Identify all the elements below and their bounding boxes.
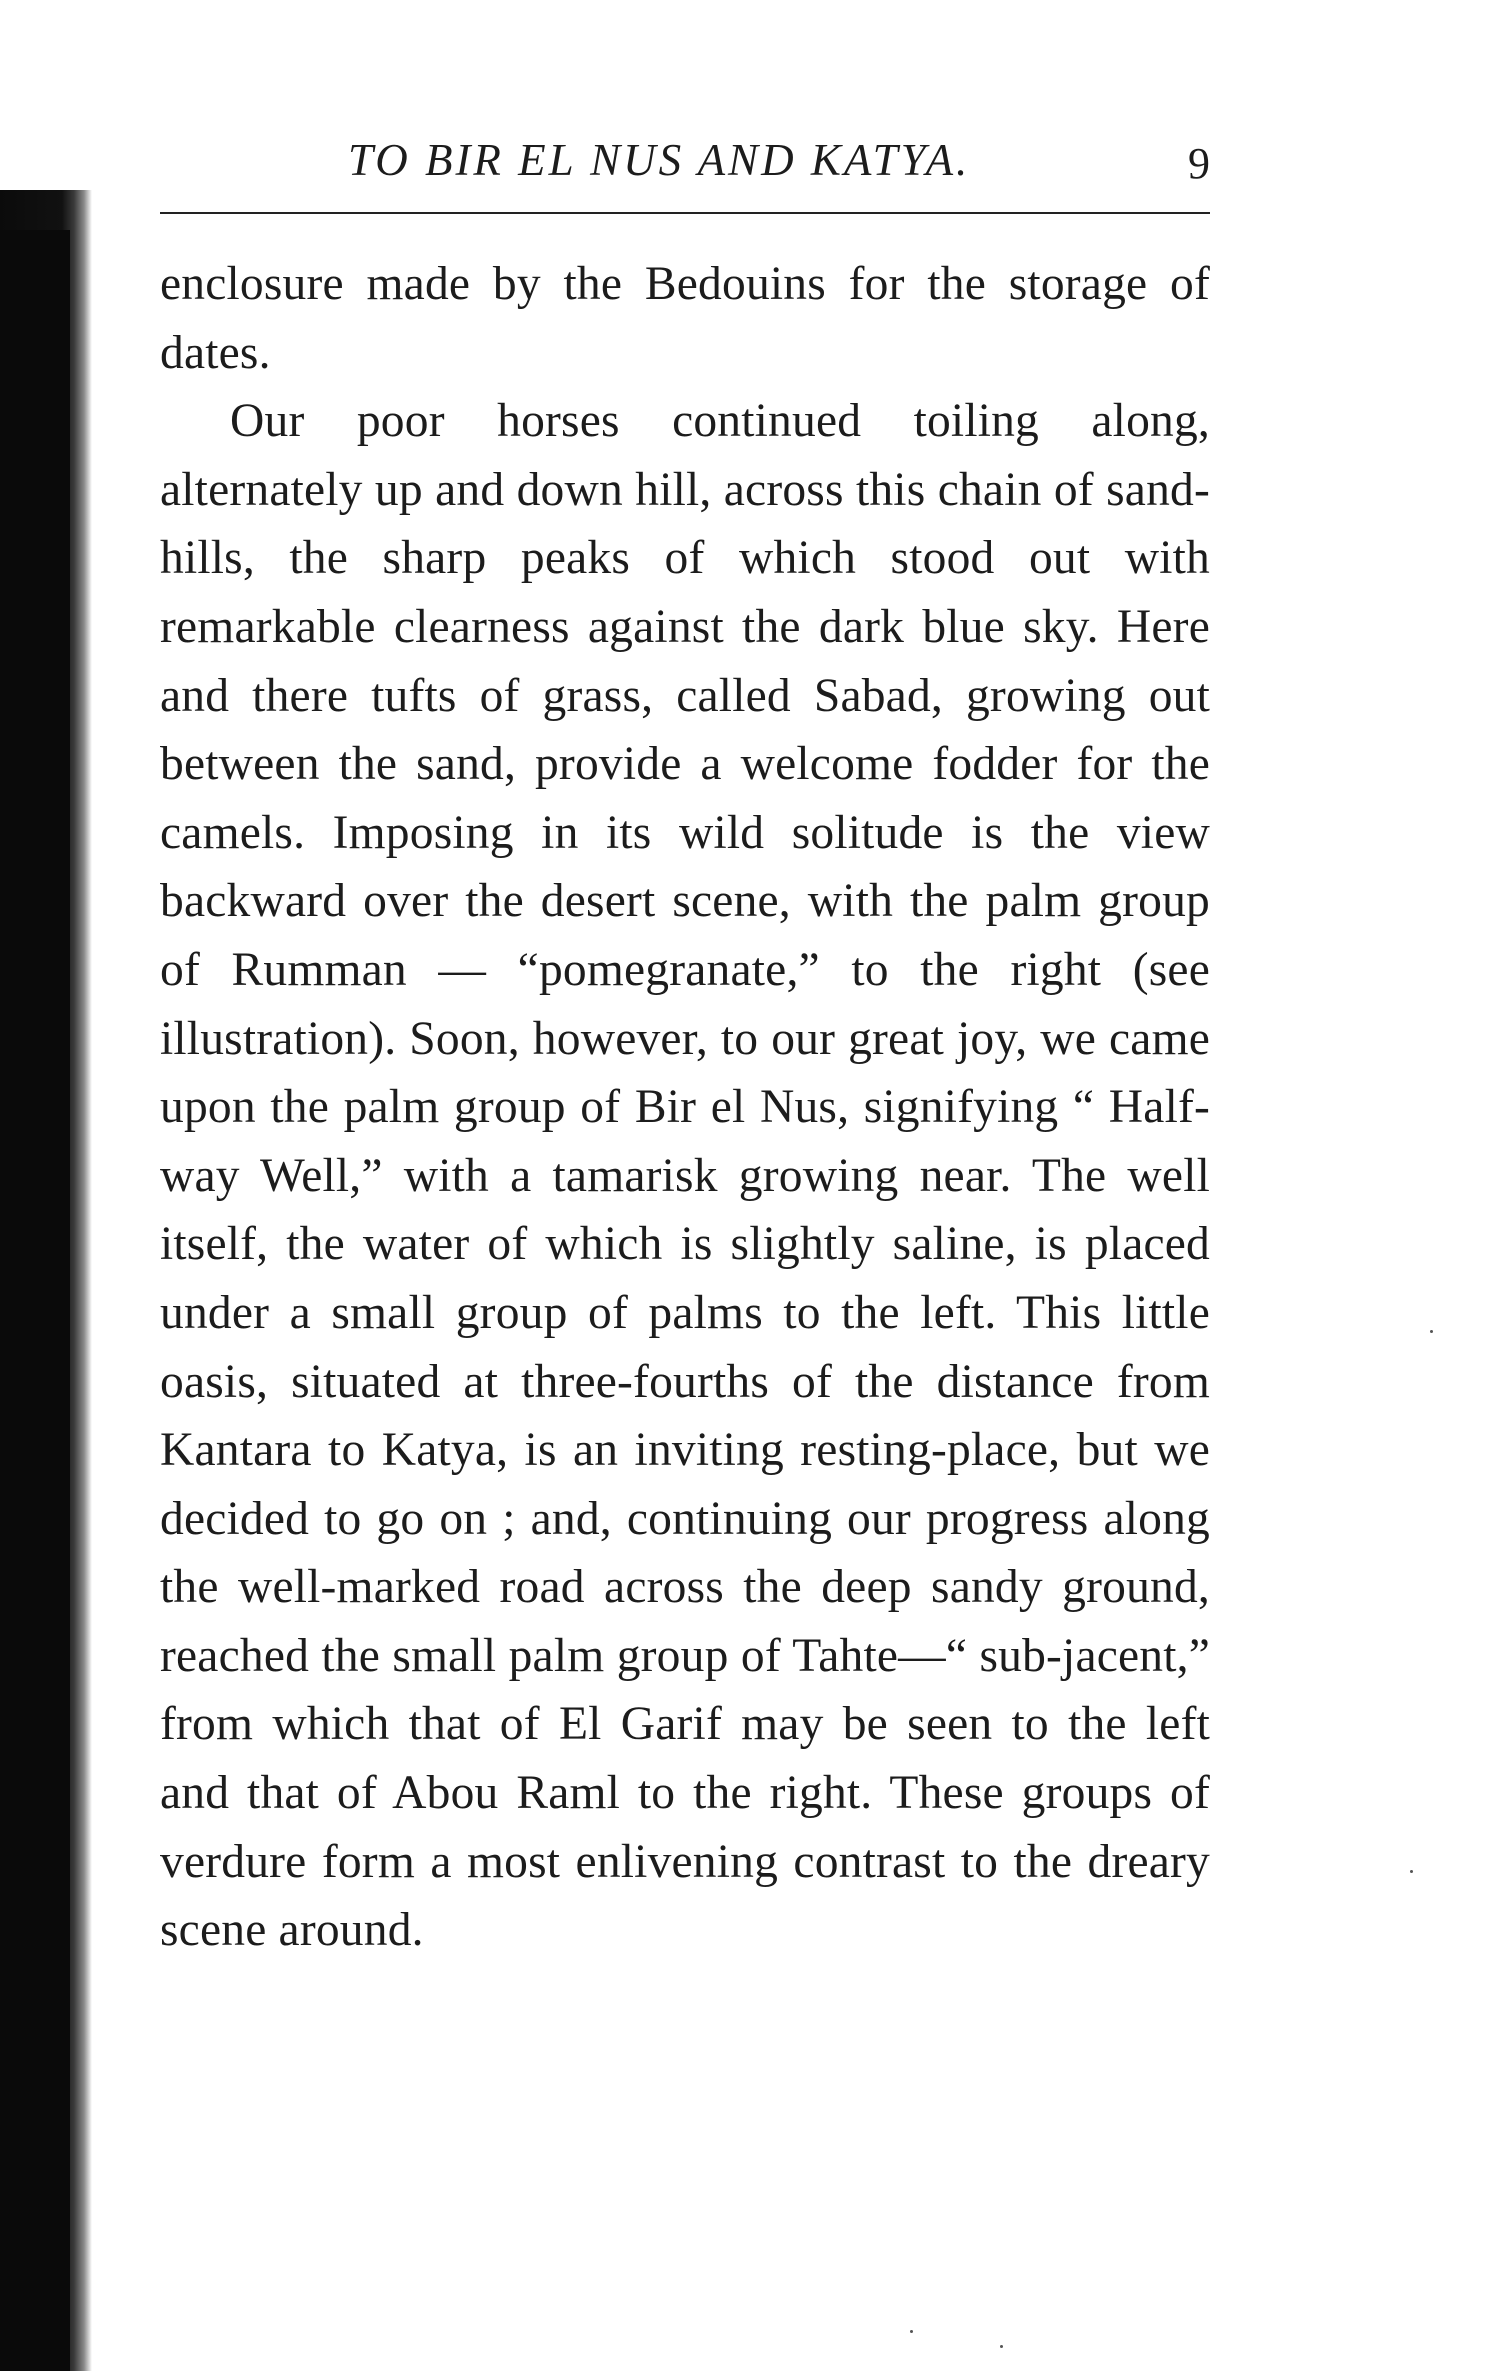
paragraph-main: Our poor horses continued toiling along, alternately up and down hill, across this chain of sand-hills, the sharp peaks of which stood out with remarkable clearness against the dark blue sky. Here and there tufts of grass, called Sabad, growing out between the sand, provide a welcome fodder for the camels. Imposing in its wild solitude is the view backward over the desert scene, with the palm group of Rumman — “pomegranate,” to the right (see illustration). Soon, however, to our great joy, we came upon the palm group of Bir el Nus, signifying “ Half-way Well,” with a tamarisk growing near. The well itself, the water of which is slightly saline, is placed under a small group of palms to the left. This little oasis, situated at three-fourths of the distance from Kantara to Katya, is an inviting resting-place, but we decided to go on ; and, continuing our progress along the well-marked road across the deep sandy ground, reached the small palm group of Tahte—“ sub-jacent,” from which that of El Garif may be seen to the left and that of Abou Raml to the right. These groups of verdure form a most enlivening contrast to the dreary scene around.: [160, 395, 1210, 1957]
page-number: 9: [1188, 139, 1210, 188]
running-title: TO BIR EL NUS AND KATYA.: [348, 135, 971, 185]
scan-speck: [1000, 2345, 1003, 2348]
header-rule: [160, 212, 1210, 214]
page-header: [160, 128, 1210, 208]
body-text: [160, 250, 1210, 1965]
scan-speck: [1430, 1330, 1433, 1333]
scan-speck: [1410, 1870, 1413, 1873]
scan-speck: [910, 2330, 913, 2333]
paragraph-continuation: enclosure made by the Bedouins for the storage of dates.: [160, 258, 1210, 379]
binding-edge: [0, 230, 70, 2371]
